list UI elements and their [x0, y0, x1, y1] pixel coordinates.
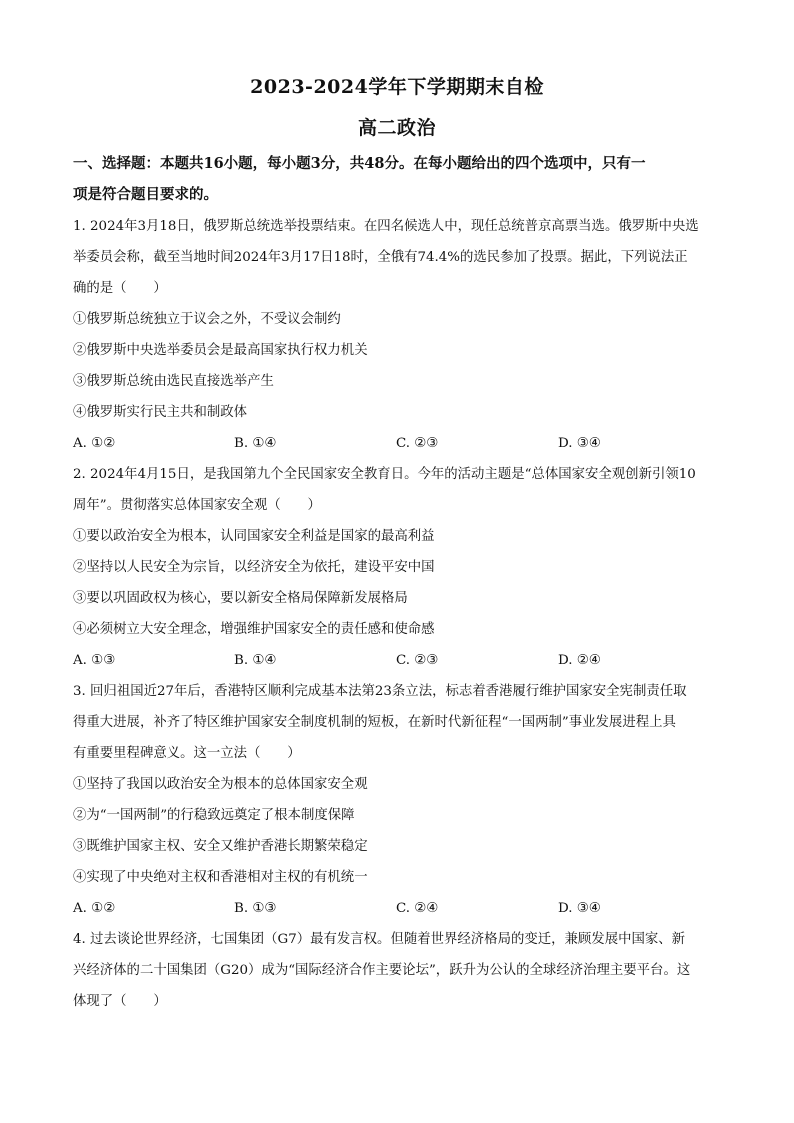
section-heading-line: 一、选择题：本题共16小题，每小题3分，共48分。在每小题给出的四个选项中，只有一 — [73, 155, 646, 172]
question-list — [73, 211, 725, 1017]
option-b: B. ①④ — [234, 653, 277, 668]
section-heading — [73, 148, 723, 210]
question-1 — [73, 211, 725, 459]
question-stem-line: 4. 过去谈论世界经济，七国集团（G7）最有发言权。但随着世界经济格局的变迁，兼顾发展中国家、新 — [73, 932, 686, 947]
answer-options — [73, 893, 725, 924]
option-b: B. ①④ — [234, 436, 277, 451]
statement-item: ②为“一国两制”的行稳致远奠定了根本制度保障 — [73, 808, 355, 823]
question-stem-line: 有重要里程碑意义。这一立法（ ） — [73, 746, 301, 761]
option-d: D. ③④ — [558, 901, 601, 916]
statement-item: ②坚持以人民安全为宗旨，以经济安全为依托，建设平安中国 — [73, 560, 435, 575]
answer-options — [73, 645, 725, 676]
question-4 — [73, 924, 725, 1017]
question-stem-line: 确的是（ ） — [73, 281, 167, 296]
statement-item: ②俄罗斯中央选举委员会是最高国家执行权力机关 — [73, 343, 368, 358]
statement-item: ①坚持了我国以政治安全为根本的总体国家安全观 — [73, 777, 368, 792]
question-stem-line: 1. 2024年3月18日，俄罗斯总统选举投票结束。在四名候选人中，现任总统普京高票当选。俄罗斯中央选 — [73, 219, 699, 234]
exam-subject: 高二政治 — [357, 117, 436, 139]
question-stem-line: 2. 2024年4月15日，是我国第九个全民国家安全教育日。今年的活动主题是“总体国家安全观创新引领10 — [73, 467, 696, 482]
section-heading-line: 项是符合题目要求的。 — [73, 186, 218, 203]
answer-options — [73, 428, 725, 459]
option-d: D. ②④ — [558, 653, 601, 668]
exam-title: 2023-2024学年下学期期末自检 — [250, 76, 544, 98]
option-a: A. ①② — [73, 436, 116, 451]
statement-item: ④必须树立大安全理念，增强维护国家安全的责任感和使命感 — [73, 622, 435, 637]
statement-item: ③既维护国家主权、安全又维护香港长期繁荣稳定 — [73, 839, 368, 854]
statement-item: ①要以政治安全为根本，认同国家安全利益是国家的最高利益 — [73, 529, 435, 544]
option-a: A. ①③ — [73, 653, 116, 668]
option-c: C. ②④ — [396, 901, 439, 916]
question-stem-line: 举委员会称，截至当地时间2024年3月17日18时，全俄有74.4%的选民参加了投票。据此，下列说法正 — [73, 250, 688, 265]
question-stem-line: 周年”。贯彻落实总体国家安全观（ ） — [73, 498, 321, 513]
option-b: B. ①③ — [234, 901, 277, 916]
question-stem-line: 兴经济体的二十国集团（G20）成为“国际经济合作主要论坛”，跃升为公认的全球经济治理主要平台。这 — [73, 963, 691, 978]
statement-item: ④实现了中央绝对主权和香港相对主权的有机统一 — [73, 870, 368, 885]
option-c: C. ②③ — [396, 653, 439, 668]
question-stem-line: 3. 回归祖国近27年后，香港特区顺利完成基本法第23条立法，标志着香港履行维护国家安全宪制责任取 — [73, 684, 687, 699]
question-stem-line: 体现了（ ） — [73, 994, 167, 1009]
option-a: A. ①② — [73, 901, 116, 916]
question-stem-line: 得重大进展，补齐了特区维护国家安全制度机制的短板，在新时代新征程“一国两制”事业发展进程上具 — [73, 715, 676, 730]
statement-item: ③俄罗斯总统由选民直接选举产生 — [73, 374, 274, 389]
option-c: C. ②③ — [396, 436, 439, 451]
question-2 — [73, 459, 725, 676]
statement-item: ①俄罗斯总统独立于议会之外，不受议会制约 — [73, 312, 341, 327]
question-3 — [73, 676, 725, 924]
option-d: D. ③④ — [558, 436, 601, 451]
statement-item: ④俄罗斯实行民主共和制政体 — [73, 405, 248, 420]
statement-item: ③要以巩固政权为核心，要以新安全格局保障新发展格局 — [73, 591, 408, 606]
